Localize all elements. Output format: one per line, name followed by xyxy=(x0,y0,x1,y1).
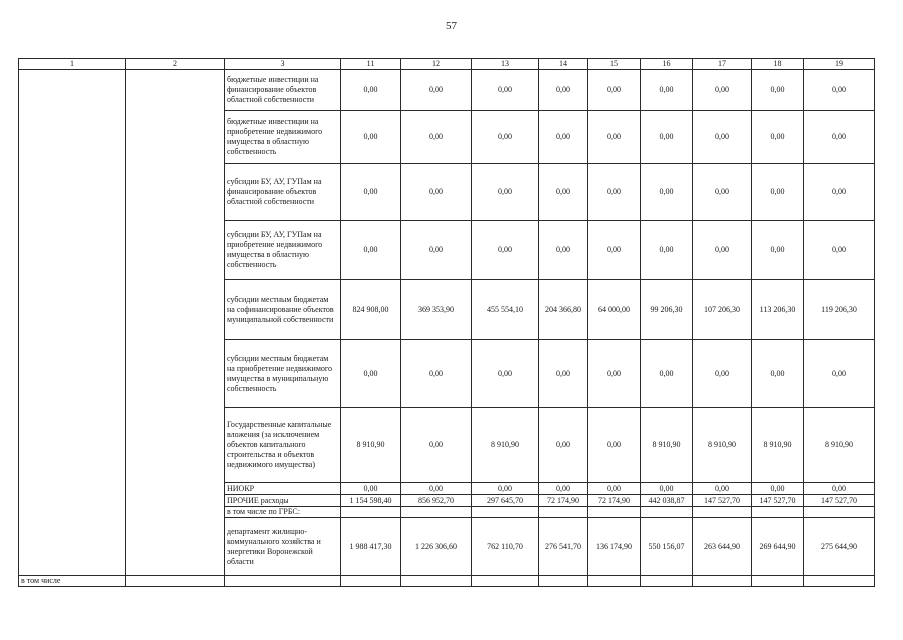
col-header: 17 xyxy=(693,59,752,70)
value-cell: 0,00 xyxy=(804,111,875,164)
value-cell: 856 952,70 xyxy=(401,495,472,507)
value-cell: 8 910,90 xyxy=(693,408,752,483)
empty-cell xyxy=(804,576,875,587)
value-cell: 0,00 xyxy=(804,70,875,111)
empty-cell xyxy=(341,576,401,587)
col2-blank-cell xyxy=(126,70,225,576)
value-cell: 0,00 xyxy=(539,408,588,483)
value-cell: 0,00 xyxy=(539,164,588,221)
value-cell: 0,00 xyxy=(641,340,693,408)
row-label: Государственные капитальные вложения (за исключением объектов капитального строительства и объектов недвижимого имущества) xyxy=(225,408,341,483)
value-cell xyxy=(472,507,539,518)
value-cell: 0,00 xyxy=(401,164,472,221)
value-cell: 0,00 xyxy=(472,164,539,221)
value-cell: 0,00 xyxy=(641,70,693,111)
empty-cell xyxy=(401,576,472,587)
value-cell: 0,00 xyxy=(588,164,641,221)
value-cell: 0,00 xyxy=(804,164,875,221)
value-cell: 442 038,87 xyxy=(641,495,693,507)
col-header: 13 xyxy=(472,59,539,70)
value-cell: 455 554,10 xyxy=(472,280,539,340)
value-cell: 0,00 xyxy=(693,483,752,495)
value-cell: 0,00 xyxy=(539,483,588,495)
value-cell: 0,00 xyxy=(341,70,401,111)
value-cell: 147 527,70 xyxy=(752,495,804,507)
value-cell xyxy=(752,507,804,518)
value-cell: 0,00 xyxy=(804,483,875,495)
value-cell: 0,00 xyxy=(539,70,588,111)
col-header: 12 xyxy=(401,59,472,70)
value-cell xyxy=(804,507,875,518)
col-header: 2 xyxy=(126,59,225,70)
value-cell xyxy=(341,507,401,518)
value-cell: 0,00 xyxy=(472,70,539,111)
value-cell: 64 000,00 xyxy=(588,280,641,340)
value-cell: 0,00 xyxy=(588,340,641,408)
value-cell: 0,00 xyxy=(693,111,752,164)
value-cell: 0,00 xyxy=(752,111,804,164)
value-cell: 0,00 xyxy=(539,111,588,164)
value-cell: 276 541,70 xyxy=(539,518,588,576)
col-header: 15 xyxy=(588,59,641,70)
value-cell xyxy=(588,507,641,518)
value-cell: 824 908,00 xyxy=(341,280,401,340)
value-cell: 8 910,90 xyxy=(641,408,693,483)
value-cell: 0,00 xyxy=(588,408,641,483)
col-header: 3 xyxy=(225,59,341,70)
row-label: субсидии БУ, АУ, ГУПам на финансирование объектов областной собственности xyxy=(225,164,341,221)
value-cell: 0,00 xyxy=(641,164,693,221)
col-header: 18 xyxy=(752,59,804,70)
value-cell: 0,00 xyxy=(641,111,693,164)
empty-cell xyxy=(225,576,341,587)
value-cell xyxy=(693,507,752,518)
value-cell: 204 366,80 xyxy=(539,280,588,340)
value-cell: 0,00 xyxy=(588,70,641,111)
row-label: НИОКР xyxy=(225,483,341,495)
col-header: 14 xyxy=(539,59,588,70)
value-cell: 1 226 306,60 xyxy=(401,518,472,576)
value-cell: 0,00 xyxy=(588,111,641,164)
value-cell: 8 910,90 xyxy=(804,408,875,483)
row-label: субсидии местным бюджетам на приобретение недвижимого имущества в муниципальную собственность xyxy=(225,340,341,408)
value-cell: 0,00 xyxy=(401,70,472,111)
header-row xyxy=(19,59,875,70)
col-header: 1 xyxy=(19,59,126,70)
value-cell: 0,00 xyxy=(752,221,804,280)
row-label: департамент жилищно-коммунального хозяйства и энергетики Воронежской области xyxy=(225,518,341,576)
value-cell: 0,00 xyxy=(641,221,693,280)
value-cell: 0,00 xyxy=(752,340,804,408)
value-cell: 269 644,90 xyxy=(752,518,804,576)
value-cell: 369 353,90 xyxy=(401,280,472,340)
row-label: в том числе по ГРБС: xyxy=(225,507,341,518)
value-cell: 119 206,30 xyxy=(804,280,875,340)
value-cell: 0,00 xyxy=(401,483,472,495)
value-cell: 0,00 xyxy=(472,221,539,280)
value-cell: 297 645,70 xyxy=(472,495,539,507)
value-cell: 0,00 xyxy=(341,221,401,280)
table-row xyxy=(19,70,875,111)
empty-cell xyxy=(126,576,225,587)
value-cell: 0,00 xyxy=(588,221,641,280)
value-cell: 0,00 xyxy=(539,340,588,408)
value-cell: 72 174,90 xyxy=(539,495,588,507)
page-number: 57 xyxy=(446,20,457,32)
empty-cell xyxy=(472,576,539,587)
value-cell: 0,00 xyxy=(804,221,875,280)
value-cell: 550 156,07 xyxy=(641,518,693,576)
value-cell: 0,00 xyxy=(693,70,752,111)
value-cell: 8 910,90 xyxy=(341,408,401,483)
col-header: 16 xyxy=(641,59,693,70)
value-cell: 275 644,90 xyxy=(804,518,875,576)
value-cell: 1 154 598,40 xyxy=(341,495,401,507)
value-cell: 147 527,70 xyxy=(804,495,875,507)
footer-label: в том числе xyxy=(19,576,126,587)
value-cell: 0,00 xyxy=(341,111,401,164)
value-cell: 72 174,90 xyxy=(588,495,641,507)
footer-row xyxy=(19,576,875,587)
value-cell: 113 206,30 xyxy=(752,280,804,340)
empty-cell xyxy=(588,576,641,587)
value-cell: 0,00 xyxy=(472,483,539,495)
row-label: ПРОЧИЕ расходы xyxy=(225,495,341,507)
empty-cell xyxy=(752,576,804,587)
value-cell: 0,00 xyxy=(752,483,804,495)
row-label: субсидии БУ, АУ, ГУПам на приобретение недвижимого имущества в областную собственность xyxy=(225,221,341,280)
value-cell: 0,00 xyxy=(693,340,752,408)
value-cell: 0,00 xyxy=(341,483,401,495)
value-cell: 99 206,30 xyxy=(641,280,693,340)
value-cell: 0,00 xyxy=(401,221,472,280)
value-cell: 0,00 xyxy=(641,483,693,495)
value-cell: 0,00 xyxy=(693,221,752,280)
value-cell: 0,00 xyxy=(588,483,641,495)
empty-cell xyxy=(539,576,588,587)
value-cell: 136 174,90 xyxy=(588,518,641,576)
value-cell: 0,00 xyxy=(401,408,472,483)
value-cell: 0,00 xyxy=(539,221,588,280)
col1-blank-cell xyxy=(19,70,126,576)
value-cell: 0,00 xyxy=(401,340,472,408)
col-header: 11 xyxy=(341,59,401,70)
value-cell: 0,00 xyxy=(752,70,804,111)
value-cell: 8 910,90 xyxy=(472,408,539,483)
value-cell: 107 206,30 xyxy=(693,280,752,340)
value-cell: 0,00 xyxy=(693,164,752,221)
value-cell: 263 644,90 xyxy=(693,518,752,576)
row-label: бюджетные инвестиции на финансирование объектов областной собственности xyxy=(225,70,341,111)
value-cell: 8 910,90 xyxy=(752,408,804,483)
value-cell: 147 527,70 xyxy=(693,495,752,507)
value-cell: 0,00 xyxy=(401,111,472,164)
value-cell: 0,00 xyxy=(472,111,539,164)
value-cell: 0,00 xyxy=(341,164,401,221)
empty-cell xyxy=(641,576,693,587)
budget-table xyxy=(18,58,875,587)
value-cell xyxy=(539,507,588,518)
row-label: бюджетные инвестиции на приобретение недвижимого имущества в областную собственность xyxy=(225,111,341,164)
value-cell: 0,00 xyxy=(804,340,875,408)
value-cell: 0,00 xyxy=(472,340,539,408)
value-cell xyxy=(641,507,693,518)
value-cell: 1 988 417,30 xyxy=(341,518,401,576)
value-cell xyxy=(401,507,472,518)
value-cell: 0,00 xyxy=(752,164,804,221)
row-label: субсидии местным бюджетам на софинансирование объектов муниципальной собственности xyxy=(225,280,341,340)
value-cell: 762 110,70 xyxy=(472,518,539,576)
value-cell: 0,00 xyxy=(341,340,401,408)
col-header: 19 xyxy=(804,59,875,70)
empty-cell xyxy=(693,576,752,587)
